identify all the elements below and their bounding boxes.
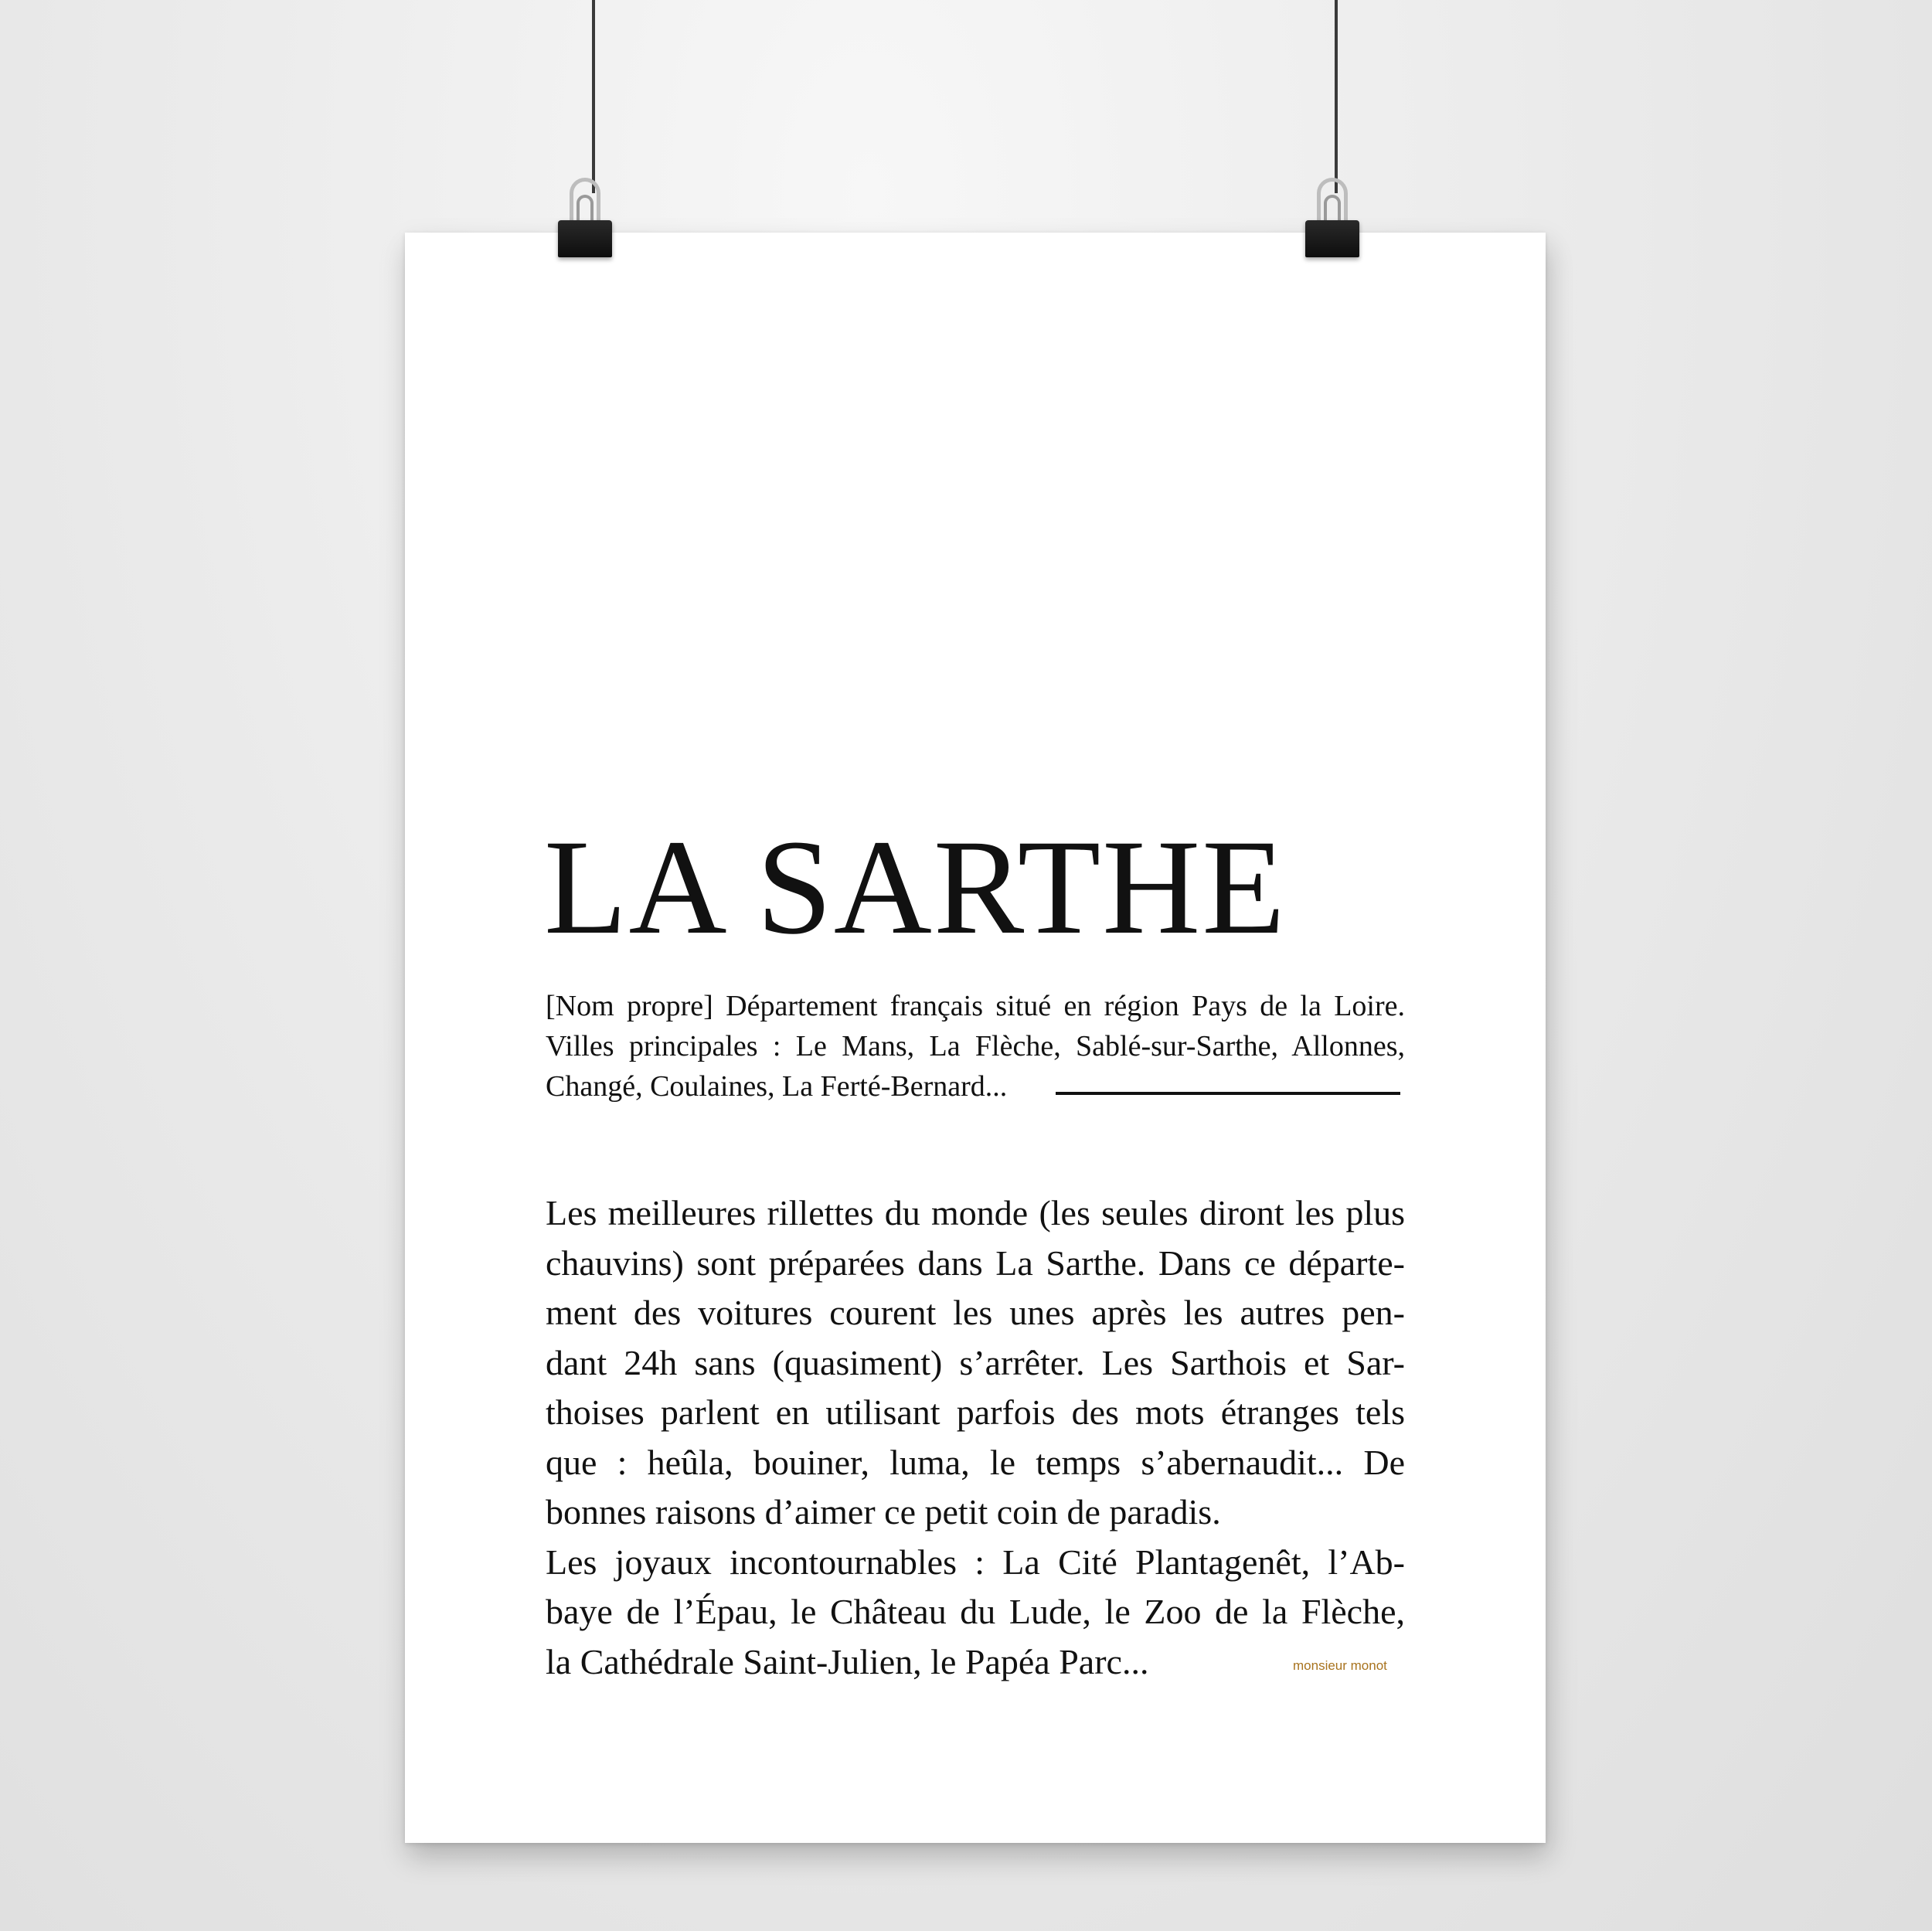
binder-clip-right <box>1305 220 1359 257</box>
body-line: Les joyaux incontournables : La Cité Plantagenêt, l’Ab- <box>546 1542 1405 1582</box>
binder-clip-handle-inner-left <box>577 195 594 223</box>
body-line: chauvins) sont préparées dans La Sarthe. Dans ce départe- <box>546 1243 1405 1283</box>
hanging-wire-left <box>592 0 595 193</box>
definition-line: [Nom propre] Département français situé en région Pays de la Loire. <box>546 990 1405 1022</box>
body-line: bonnes raisons d’aimer ce petit coin de paradis. <box>546 1492 1221 1532</box>
body-line: la Cathédrale Saint-Julien, le Papéa Parc... <box>546 1641 1149 1681</box>
body-line: thoises parlent en utilisant parfois des mots étranges tels <box>546 1392 1405 1432</box>
body-line: dant 24h sans (quasiment) s’arrêter. Les Sarthois et Sar- <box>546 1342 1405 1382</box>
poster-sheet <box>405 233 1546 1843</box>
body-line: baye de l’Épau, le Château du Lude, le Zoo de la Flèche, <box>546 1592 1405 1631</box>
binder-clip-handle-inner-right <box>1324 195 1341 223</box>
binder-clip-left <box>558 220 612 257</box>
body-line: ment des voitures courent les unes après les autres pen- <box>546 1293 1405 1332</box>
brand-signature: monsieur monot <box>1293 1658 1387 1673</box>
definition-rule <box>1056 1092 1400 1095</box>
body-line: que : heûla, bouiner, luma, le temps s’abernaudit... De <box>546 1442 1405 1482</box>
hanging-wire-right <box>1335 0 1338 193</box>
body-paragraph <box>546 1188 1405 1687</box>
poster-title: LA SARTHE <box>544 812 1287 963</box>
definition-block <box>546 986 1405 1107</box>
body-line: Les meilleures rillettes du monde (les seules diront les plus <box>546 1193 1405 1232</box>
definition-line: Changé, Coulaines, La Ferté-Bernard... <box>546 1070 1008 1103</box>
definition-line: Villes principales : Le Mans, La Flèche, Sablé-sur-Sarthe, Allonnes, <box>546 1030 1405 1062</box>
